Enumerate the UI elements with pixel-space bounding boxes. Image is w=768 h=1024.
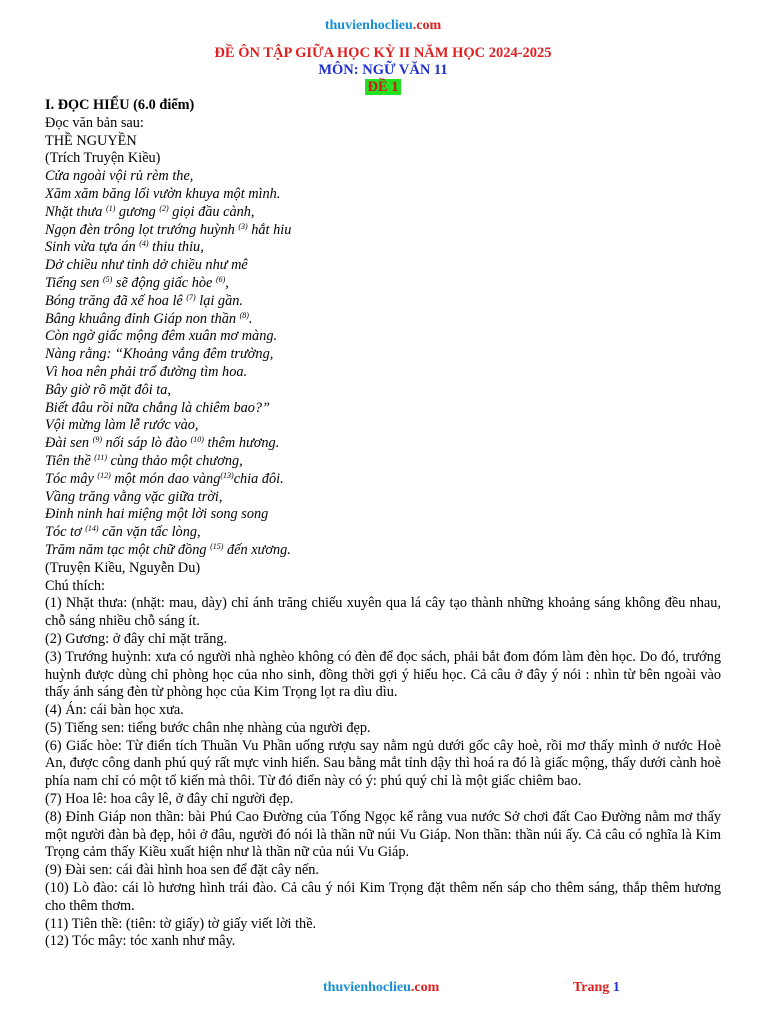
notes-heading: Chú thích: xyxy=(45,577,105,594)
exam-number-badge: ĐỀ 1 xyxy=(367,79,399,95)
site-name: thuvienhoclieu xyxy=(324,18,413,33)
page-number: Trang 1 xyxy=(573,980,620,995)
poem-line: Ngọn đèn trông lọt trướng huỳnh $^{(3)}$ hắt hiu xyxy=(45,221,292,238)
note-item: (8) Đỉnh Giáp non thần: bài Phú Cao Đường của Tống Ngọc kể rằng vua nước Sở chơi đất Cao Đường nằm mơ thấy một người đàn bà đẹp, hỏi ở đâu, người đó nói là thần nữ núi Vu Giáp. Non thần: thần núi ấy. Cả câu có nghĩa là Kim Trọng cảm thấy Kiều xuất hiện như là thần nữ của núi Vu Giáp. xyxy=(45,808,721,861)
note-item: (6) Giấc hòe: Từ điển tích Thuần Vu Phần uống rượu say nằm ngủ dưới gốc cây hoè, rồi mơ thấy mình ở nước Hoè An, được công danh phú quý rất mực vinh hiển. Sau bằng mắt tỉnh dậy thì hoá ra đó là giấc mộng, thấy dưới cành hoè phía nam chỉ có một tổ kiến mà thôi. Từ đó điển này có ý: phú quý chỉ là một giấc chiêm bao. xyxy=(45,737,721,790)
poem-subtitle: (Trích Truyện Kiều) xyxy=(45,150,161,167)
poem-line: Bâng khuâng đỉnh Giáp non thần $^{(8)}$. xyxy=(45,310,253,327)
note-item: (1) Nhặt thưa: (nhặt: mau, dày) chỉ ánh trăng chiếu xuyên qua lá cây tạo thành những khoảng sáng không đều nhau, chỗ sáng nhiều chỗ sáng ít. xyxy=(45,595,721,630)
notes-list xyxy=(45,595,721,951)
note-item: (3) Trướng huỳnh: xưa có người nhà nghèo không có đèn để đọc sách, phải bắt đom đóm làm đèn học. Do đó, trướng huỳnh được dùng chỉ phòng học của nho sinh, đồng thời gợi ý hiếu học. Cả câu ở đây ý nói : nhìn từ bên ngoài vào thấy ánh sáng đèn từ phòng học của Kim Trọng lọt ra dìu dìu. xyxy=(45,648,721,701)
poem-line: Đài sen $^{(9)}$ nối sáp lò đào $^{(10)}$ thêm hương. xyxy=(45,435,280,452)
note-item: (11) Tiên thề: (tiên: tờ giấy) tờ giấy viết lời thề. xyxy=(45,915,317,932)
poem-line: Vội mừng làm lễ rước vào, xyxy=(45,417,199,434)
poem-line: Bóng trăng đã xế hoa lê $^{(7)}$ lại gần. xyxy=(45,292,243,309)
section-heading: I. ĐỌC HIỂU (6.0 điểm) xyxy=(45,97,195,113)
document-body xyxy=(45,97,721,951)
poem-line: Vầng trăng vằng vặc giữa trời, xyxy=(45,488,223,505)
poem-line: Tóc tơ $^{(14)}$ căn vặn tấc lòng, xyxy=(45,524,201,541)
poem-line: Cửa ngoài vội rủ rèm the, xyxy=(45,168,194,185)
poem-line: Tóc mây $^{(12)}$ một món dao vàng$^{(13)}$chia đôi. xyxy=(45,470,284,487)
poem-line: Biết đâu rồi nữa chẳng là chiêm bao?” xyxy=(45,399,271,416)
note-item: (12) Tóc mây: tóc xanh như mây. xyxy=(45,933,236,950)
poem-line: Dở chiều như tỉnh dở chiều như mê xyxy=(45,257,248,274)
document-page xyxy=(45,0,721,951)
poem-line: Đinh ninh hai miệng một lời song song xyxy=(45,506,269,523)
note-item: (5) Tiếng sen: tiếng bước chân nhẹ nhàng của người đẹp. xyxy=(45,719,371,736)
exam-subject: MÔN: NGỮ VĂN 11 xyxy=(318,62,448,78)
poem-line: Vì hoa nên phải trổ đường tìm hoa. xyxy=(45,363,248,380)
note-item: (7) Hoa lê: hoa cây lê, ở đây chỉ người đẹp. xyxy=(45,791,294,808)
poem-line: Nhặt thưa $^{(1)}$ gương $^{(2)}$ giọi đầu cành, xyxy=(45,203,255,220)
poem-line: Trăm năm tạc một chữ đồng $^{(15)}$ đến xương. xyxy=(45,541,291,558)
footer-site-link[interactable]: thuvienhoclieu.com xyxy=(323,980,440,995)
note-item: (2) Gương: ở đây chỉ mặt trăng. xyxy=(45,630,228,647)
poem-source: (Truyện Kiều, Nguyễn Du) xyxy=(45,559,201,576)
poem-line: Sinh vừa tựa án $^{(4)}$ thiu thiu, xyxy=(45,239,204,256)
poem-line: Tiên thề $^{(11)}$ cùng thảo một chương, xyxy=(45,452,243,469)
poem-line: Còn ngờ giấc mộng đêm xuân mơ màng. xyxy=(45,328,278,345)
note-item: (4) Án: cái bàn học xưa. xyxy=(45,702,184,719)
site-domain: .com xyxy=(412,18,442,33)
poem-title: THỀ NGUYỀN xyxy=(45,132,137,149)
note-item: (9) Đài sen: cái đài hình hoa sen để đặt cây nến. xyxy=(45,862,319,879)
poem-line: Bây giờ rõ mặt đôi ta, xyxy=(45,381,171,398)
poem-line: Xăm xăm băng lối vườn khuya một mình. xyxy=(45,185,281,202)
poem-line: Nàng rằng: “Khoảng vắng đêm trường, xyxy=(45,346,274,363)
poem xyxy=(45,168,721,560)
poem-line: Tiếng sen $^{(5)}$ sẽ động giấc hòe $^{(6)}$, xyxy=(45,274,229,291)
site-header[interactable] xyxy=(45,18,721,34)
reading-intro: Đọc văn bản sau: xyxy=(45,114,144,131)
exam-title xyxy=(45,45,721,96)
exam-title-line1: ĐỀ ÔN TẬP GIỮA HỌC KỲ II NĂM HỌC 2024-2025 xyxy=(214,45,552,61)
note-item: (10) Lò đào: cái lò hương hình trái đào. Cả câu ý nói Kim Trọng đặt thêm nến sáp cho thêm sáng, thắp thêm hương cho thêm thơm. xyxy=(45,880,721,914)
